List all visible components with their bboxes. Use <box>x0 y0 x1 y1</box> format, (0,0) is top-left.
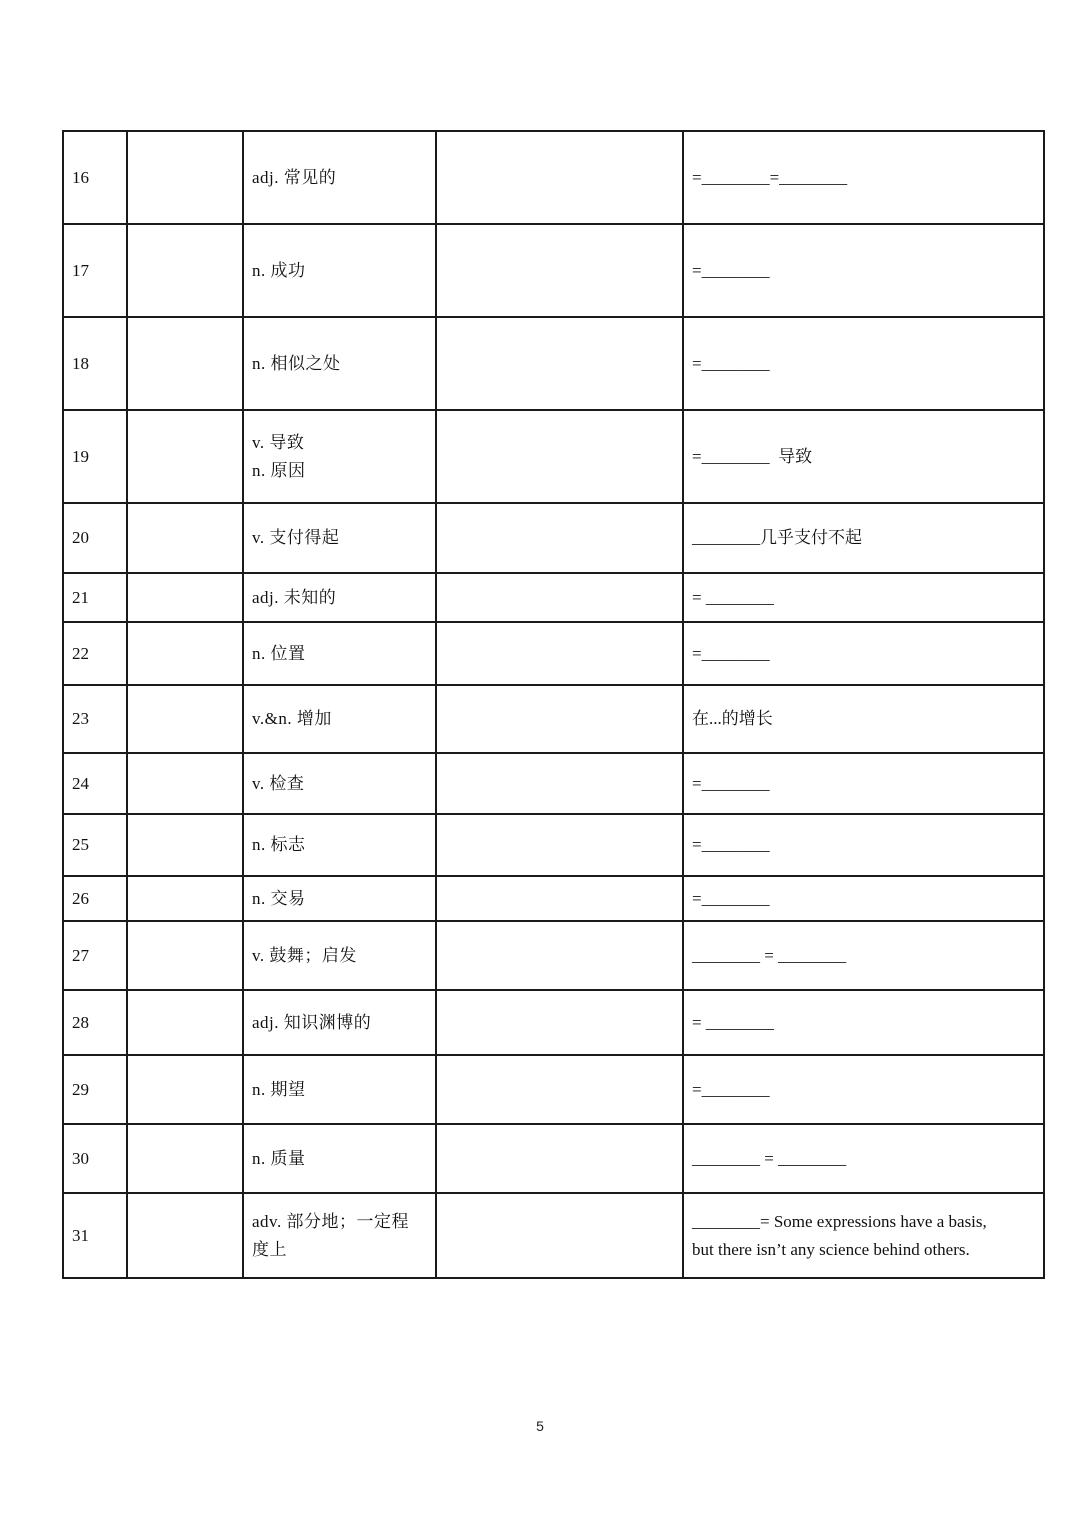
note-line: ________= Some expressions have a basis, <box>692 1211 987 1231</box>
row-number: 18 <box>63 317 127 410</box>
word-answer-cell <box>127 503 243 573</box>
table-row <box>63 503 1044 573</box>
definition-line: adj. 常见的 <box>252 167 337 187</box>
table-row <box>63 814 1044 876</box>
table-row <box>63 1055 1044 1124</box>
note-line: ________ = ________ <box>692 1148 847 1168</box>
table-row <box>63 410 1044 503</box>
row-number: 26 <box>63 876 127 921</box>
note-line: =________ <box>692 353 770 373</box>
row-number: 21 <box>63 573 127 622</box>
form-answer-cell <box>436 814 683 876</box>
word-answer-cell <box>127 573 243 622</box>
row-number: 29 <box>63 1055 127 1124</box>
form-answer-cell <box>436 503 683 573</box>
form-answer-cell <box>436 753 683 814</box>
definition-cell <box>243 131 436 224</box>
definition-line: v. 检查 <box>252 773 305 793</box>
definition-line: n. 交易 <box>252 888 306 908</box>
word-answer-cell <box>127 317 243 410</box>
definition-line: n. 期望 <box>252 1079 306 1099</box>
word-answer-cell <box>127 753 243 814</box>
note-cell <box>683 876 1044 921</box>
definition-line: n. 成功 <box>252 260 306 280</box>
form-answer-cell <box>436 1055 683 1124</box>
note-cell <box>683 1193 1044 1278</box>
row-number: 22 <box>63 622 127 685</box>
word-answer-cell <box>127 990 243 1055</box>
definition-cell <box>243 503 436 573</box>
form-answer-cell <box>436 1193 683 1278</box>
definition-line: v.&n. 增加 <box>252 709 332 728</box>
word-answer-cell <box>127 410 243 503</box>
definition-cell <box>243 573 436 622</box>
row-number: 25 <box>63 814 127 876</box>
definition-cell <box>243 410 436 503</box>
note-cell <box>683 410 1044 503</box>
note-cell <box>683 503 1044 573</box>
form-answer-cell <box>436 573 683 622</box>
note-line: = ________ <box>692 1012 774 1032</box>
definition-cell <box>243 1055 436 1124</box>
form-answer-cell <box>436 990 683 1055</box>
word-answer-cell <box>127 814 243 876</box>
word-answer-cell <box>127 224 243 317</box>
definition-line: n. 原因 <box>252 460 306 480</box>
row-number: 24 <box>63 753 127 814</box>
note-line: =________ <box>692 773 770 793</box>
word-answer-cell <box>127 131 243 224</box>
table-row <box>63 573 1044 622</box>
note-line: 在...的增长 <box>692 709 773 728</box>
definition-line: adv. 部分地；一定程 <box>252 1211 409 1231</box>
definition-cell <box>243 921 436 990</box>
note-line: =________ <box>692 1079 770 1099</box>
form-answer-cell <box>436 410 683 503</box>
word-answer-cell <box>127 1193 243 1278</box>
note-cell <box>683 753 1044 814</box>
note-line: ________几乎支付不起 <box>692 528 862 547</box>
definition-line: n. 相似之处 <box>252 353 341 373</box>
form-answer-cell <box>436 622 683 685</box>
note-line: =________ <box>692 835 770 854</box>
definition-cell <box>243 685 436 753</box>
row-number: 16 <box>63 131 127 224</box>
note-line: =________ <box>692 643 770 663</box>
word-answer-cell <box>127 1055 243 1124</box>
row-number: 31 <box>63 1193 127 1278</box>
form-answer-cell <box>436 224 683 317</box>
note-cell <box>683 921 1044 990</box>
note-cell <box>683 990 1044 1055</box>
page-number: 5 <box>536 1418 544 1434</box>
definition-cell <box>243 317 436 410</box>
word-answer-cell <box>127 685 243 753</box>
form-answer-cell <box>436 685 683 753</box>
row-number: 23 <box>63 685 127 753</box>
note-line: ________ = ________ <box>692 945 847 965</box>
row-number: 20 <box>63 503 127 573</box>
definition-line: v. 支付得起 <box>252 528 340 547</box>
note-cell <box>683 1055 1044 1124</box>
row-number: 28 <box>63 990 127 1055</box>
row-number: 30 <box>63 1124 127 1193</box>
note-line: =________=________ <box>692 167 848 187</box>
definition-line: 度上 <box>252 1239 287 1259</box>
table-row <box>63 622 1044 685</box>
table-row <box>63 921 1044 990</box>
form-answer-cell <box>436 317 683 410</box>
definition-cell <box>243 1193 436 1278</box>
table-row <box>63 224 1044 317</box>
note-line: = ________ <box>692 587 774 607</box>
note-cell <box>683 1124 1044 1193</box>
row-number: 19 <box>63 410 127 503</box>
note-cell <box>683 685 1044 753</box>
definition-line: v. 鼓舞；启发 <box>252 945 357 965</box>
definition-cell <box>243 814 436 876</box>
note-line: but there isn’t any science behind others. <box>692 1239 970 1259</box>
table-row <box>63 131 1044 224</box>
note-cell <box>683 573 1044 622</box>
form-answer-cell <box>436 921 683 990</box>
word-answer-cell <box>127 921 243 990</box>
note-cell <box>683 317 1044 410</box>
table-row <box>63 317 1044 410</box>
row-number: 27 <box>63 921 127 990</box>
definition-line: v. 导致 <box>252 432 305 452</box>
definition-cell <box>243 1124 436 1193</box>
definition-cell <box>243 990 436 1055</box>
vocabulary-table <box>62 130 1045 1279</box>
form-answer-cell <box>436 876 683 921</box>
definition-cell <box>243 224 436 317</box>
table-row <box>63 1193 1044 1278</box>
note-line: =________ 导致 <box>692 446 813 466</box>
note-cell <box>683 814 1044 876</box>
table-row <box>63 685 1044 753</box>
definition-cell <box>243 622 436 685</box>
table-row <box>63 876 1044 921</box>
definition-line: n. 标志 <box>252 835 306 854</box>
table-row <box>63 990 1044 1055</box>
definition-line: n. 质量 <box>252 1148 306 1168</box>
note-line: =________ <box>692 260 770 280</box>
note-cell <box>683 224 1044 317</box>
word-answer-cell <box>127 876 243 921</box>
note-line: =________ <box>692 888 770 908</box>
definition-cell <box>243 876 436 921</box>
word-answer-cell <box>127 622 243 685</box>
row-number: 17 <box>63 224 127 317</box>
form-answer-cell <box>436 1124 683 1193</box>
form-answer-cell <box>436 131 683 224</box>
definition-line: n. 位置 <box>252 643 306 663</box>
table-row <box>63 753 1044 814</box>
word-answer-cell <box>127 1124 243 1193</box>
definition-cell <box>243 753 436 814</box>
note-cell <box>683 131 1044 224</box>
table-row <box>63 1124 1044 1193</box>
note-cell <box>683 622 1044 685</box>
definition-line: adj. 未知的 <box>252 587 337 607</box>
definition-line: adj. 知识渊博的 <box>252 1012 372 1032</box>
vocabulary-table-body <box>63 131 1044 1278</box>
